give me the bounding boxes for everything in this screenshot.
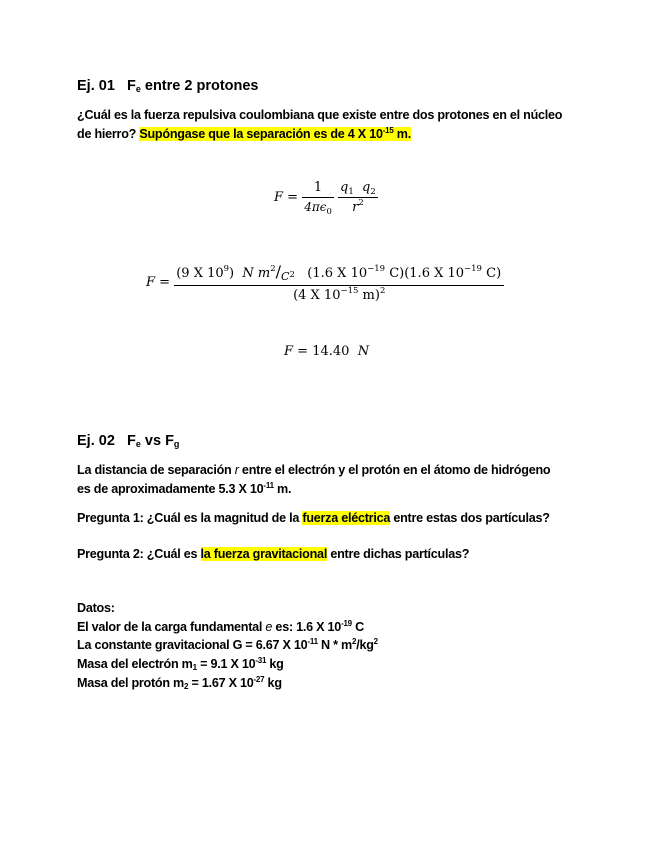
d3-exp: -31 [255, 656, 267, 665]
ej1-highlight-exp: -15 [382, 126, 394, 135]
datos-title: Datos: [77, 601, 115, 615]
formula2-lhs: F [146, 275, 156, 290]
ej2-para-line2 [77, 480, 291, 499]
formula2-num-c-close: C) [481, 266, 502, 281]
result-lhs: F [284, 344, 294, 359]
formula2-num-b-close: C)(1.6 X 10 [385, 266, 465, 281]
ej1-heading-sub: e [135, 84, 141, 94]
q1-end: entre estas dos partículas? [390, 511, 550, 525]
q1-start: Pregunta 1: ¿Cuál es la magnitud de la [77, 511, 303, 525]
d2-exp3: 2 [373, 637, 378, 646]
formula-result [284, 344, 369, 359]
ej1-heading-f: F [126, 78, 136, 94]
d2-a: La constante gravitacional G = 6.67 X 10 [77, 638, 308, 652]
formula2-num-b-exp: −19 [367, 264, 386, 274]
ej2-para-a: La distancia de separación [77, 463, 235, 477]
formula2-num-a-close: ) [229, 266, 235, 281]
ej2-para-b: entre el electrón y el protón en el átomo de hidrógeno [238, 463, 551, 477]
formula1-den1-sub: 0 [326, 207, 332, 217]
ej2-heading-f1: F [126, 433, 136, 449]
ej1-question-line1: ¿Cuál es la fuerza repulsiva coulombiana que existe entre dos protones en el núcleo [77, 108, 563, 122]
formula-coulomb [274, 180, 378, 215]
d3-a: Masa del electrón m [77, 657, 193, 671]
d1-end: C [351, 620, 364, 634]
ej1-question-highlight [139, 127, 411, 141]
datos-gravitational-constant [77, 636, 378, 655]
ej2-para-line2-text: es de aproximadamente 5.3 X 10 [77, 482, 264, 496]
d2-c: /kg [356, 638, 374, 652]
formula1-den2 [338, 197, 378, 215]
formula2-unit-c-exp: 2 [289, 270, 295, 280]
ej2-para-line2-exp: -11 [263, 481, 274, 490]
formula2-frac [174, 262, 504, 303]
q2-end: entre dichas partículas? [327, 547, 470, 561]
formula2-unit-n: N m [242, 266, 271, 281]
q1-highlight: fuerza eléctrica [302, 511, 391, 525]
formula2-den: (4 X 10 [293, 288, 341, 303]
formula1-lhs: F [274, 190, 284, 205]
ej1-heading-prefix: Ej. 01 [77, 78, 115, 94]
d3-end: kg [266, 657, 284, 671]
formula2-den-exp: −15 [340, 286, 359, 296]
formula-substituted [146, 262, 504, 303]
formula1-q1-sub: 1 [348, 187, 354, 197]
d3-sub: 1 [192, 663, 197, 672]
formula1-num1: 1 [313, 180, 323, 195]
d2-b: N * m [317, 638, 353, 652]
d2-exp2: 2 [352, 637, 357, 646]
ej1-heading [77, 78, 259, 94]
d3-b: = 9.1 X 10 [196, 657, 256, 671]
ej2-question2 [77, 545, 469, 564]
ej1-highlight-end: m. [393, 127, 411, 141]
formula1-den1-text: 4πϵ [304, 200, 327, 214]
datos-proton-mass [77, 674, 282, 693]
formula2-num-c-exp: −19 [464, 264, 482, 274]
formula1-q2: q [362, 180, 371, 195]
d2-exp: -11 [307, 637, 318, 646]
result-value: 14.40 [312, 344, 350, 359]
ej1-question-line2 [77, 125, 411, 144]
ej2-para-line1 [77, 461, 550, 480]
formula2-unit-slash: / [275, 262, 282, 281]
formula2-num-a-exp: 9 [223, 264, 230, 274]
formula2-numerator [174, 262, 504, 285]
d4-end: kg [264, 676, 282, 690]
formula1-num2 [338, 180, 378, 197]
q2-highlight: la fuerza gravitacional [200, 547, 328, 561]
ej1-question-start: de hierro? [77, 127, 137, 141]
formula1-frac-constant [302, 180, 334, 215]
formula2-eq: = [159, 275, 171, 290]
formula2-den-pow: 2 [379, 286, 386, 296]
ej2-heading-sub1: e [135, 439, 141, 449]
formula2-unit-c: C [281, 270, 290, 283]
d4-b: = 1.67 X 10 [188, 676, 254, 690]
formula1-den1 [302, 197, 334, 215]
formula1-frac-charges [338, 180, 378, 215]
d4-a: Masa del protón m [77, 676, 185, 690]
ej1-heading-rest: entre 2 protones [144, 78, 259, 94]
result-eq: = [297, 344, 309, 359]
d1-exp: -19 [341, 619, 352, 628]
ej2-heading-prefix: Ej. 02 [77, 433, 115, 449]
formula1-q1: q [340, 180, 349, 195]
formula1-r-exp: 2 [358, 198, 364, 208]
formula1-eq: = [287, 190, 299, 205]
formula1-q2-sub: 2 [370, 187, 376, 197]
ej2-para-line2-end: m. [273, 482, 292, 496]
ej2-question1 [77, 509, 550, 528]
ej1-highlight-text: Supóngase que la separación es de 4 X 10 [139, 127, 383, 141]
ej2-heading-f2: F [165, 433, 174, 449]
ej2-heading-sub2: g [173, 439, 180, 449]
formula2-denominator [174, 285, 504, 303]
result-unit: N [357, 344, 370, 359]
d1-e: e [265, 620, 273, 634]
d1-a: El valor de la carga fundamental [77, 620, 266, 634]
d1-b: es: 1.6 X 10 [272, 620, 342, 634]
d4-exp: -27 [253, 675, 265, 684]
datos-charge [77, 618, 364, 637]
datos-electron-mass [77, 655, 284, 674]
formula2-den-close: m) [358, 288, 380, 303]
formula2-num-a: (9 X 10 [176, 266, 224, 281]
ej2-heading-vs: vs [144, 433, 162, 449]
formula2-unit-exp: 2 [270, 264, 276, 274]
d4-sub: 2 [184, 682, 189, 691]
formula1-r: r [352, 200, 359, 215]
ej2-heading [77, 433, 179, 449]
formula2-num-b: (1.6 X 10 [307, 266, 368, 281]
ej2-para-r: r [234, 463, 239, 477]
q2-start: Pregunta 2: ¿Cuál es [77, 547, 201, 561]
